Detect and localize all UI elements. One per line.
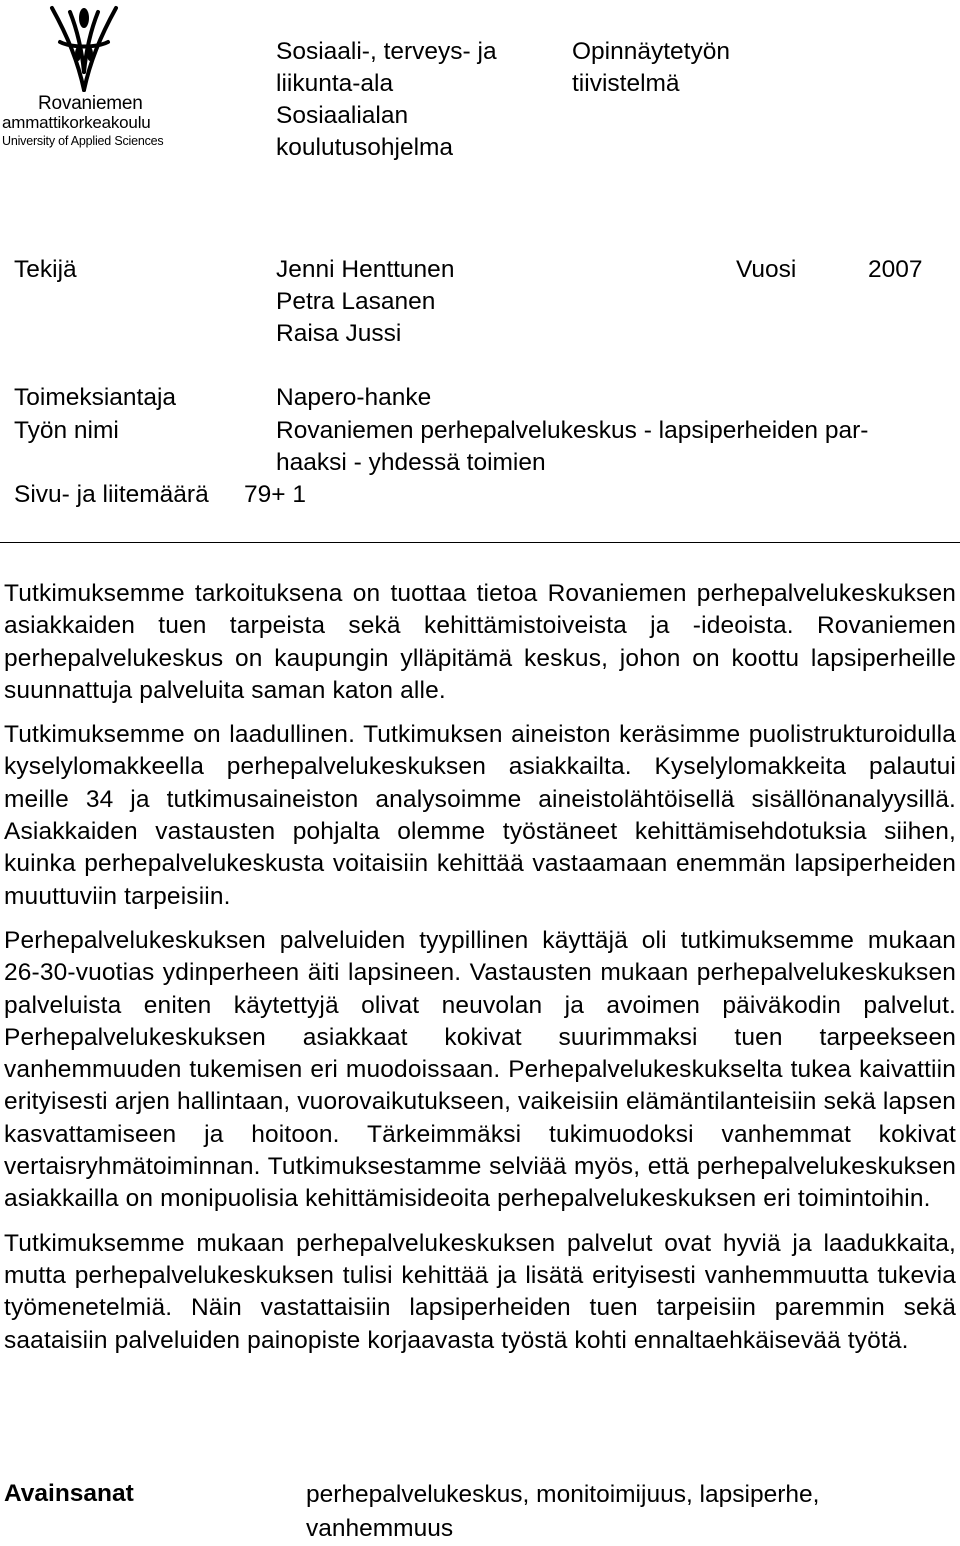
divider [0,542,960,543]
author-name: Petra Lasanen [276,288,436,315]
abstract-paragraph: Perhepalvelukeskuksen palveluiden tyypillinen käyttäjä oli tutkimuksemme mukaan 26-30-vuotias ydinperheen äiti lapsineen. Vastausten mukaan perhepalvelukeskuksen palveluista eniten käytettyjä olivat neuvolan ja avoimen päiväkodin palvelut. Perhepalvelukeskuksen asiakkaat kokivat suurimmaksi tuen tarpeekseen vanhemmuuden tukemisen eri muodoissaan. Perhepalvelukeskukselta tukea kaivattiin erityisesti arjen hallintaan, vuorovaikutukseen, vaikeisiin elämäntilanteisiin sekä lapsen kasvattamiseen ja hoitoon. Tärkeimmäksi tukimuodoksi vanhemmat kokivat vertaisryhmätoiminnan. Tutkimuksestamme selviää myös, että perhepalvelukeskuksen asiakkailla on monipuolisia kehittämisideoita perhepalvelukeskuksen eri toimintoihin. [4,926,956,1213]
abstract-paragraph: Tutkimuksemme mukaan perhepalvelukeskuksen palvelut ovat hyviä ja laadukkaita, mutta perhepalvelukeskuksen tulisi kehittää ja lisätä erityisesti vanhemmuutta tukevia työmenetelmiä. Näin vastattaisiin lapsiperheiden tuen tarpeisiin paremmin sekä saataisiin palveluiden painopiste korjaavasta työstä kohti ennaltaehkäisevää työtä. [4,1229,956,1354]
logo-name: Rovaniemen [38,93,143,114]
document-type-line: tiivistelmä [572,70,680,97]
title-label: Työn nimi [14,417,119,444]
abstract-paragraph: Tutkimuksemme on laadullinen. Tutkimuksen aineiston keräsimme puolistrukturoidulla kyselylomakkeella perhepalvelukeskuksen asiakkailta. Kyselylomakkeita palautui meille 34 ja tutkimusaineiston analysoimme aineistolähtöisellä sisällönanalyysillä. Asiakkaiden vastausten pohjalta olemme työstäneet kehittämisehdotuksia siihen, kuinka perhepalvelukeskusta voitaisiin kehittää vastaamaan enemmän lapsiperheiden muuttuviin tarpeisiin. [4,721,956,910]
commissioner-value: Napero-hanke [276,384,432,411]
department-line: koulutusohjelma [276,134,454,161]
authors [276,254,454,350]
university-logo [0,0,190,160]
author-name: Raisa Jussi [276,320,402,347]
abstract-paragraph: Tutkimuksemme tarkoituksena on tuottaa tietoa Rovaniemen perhepalvelukeskuksen asiakkaiden tuen tarpeista sekä kehittämistoiveista ja -ideoista. Rovaniemen perhepalvelukeskus on kaupungin ylläpitämä keskus, johon on koottu lapsiperheille suunnattuja palveluita saman katon alle. [4,580,956,704]
keywords-label: Avainsanat [4,1480,134,1507]
department-line: liikunta-ala [276,70,394,97]
author-label: Tekijä [14,256,77,283]
logo-name-en: University of Applied Sciences [2,134,164,148]
department-line: Sosiaali-, terveys- ja [276,38,497,65]
thesis-title-line: haaksi - yhdessä toimien [276,449,546,476]
year-label: Vuosi [736,256,797,283]
document-type [572,36,812,100]
thesis-title-line: Rovaniemen perhepalvelukeskus - lapsiperheiden par- [276,417,869,444]
document-type-line: Opinnäytetyön [572,38,730,65]
logo-emblem-icon [38,2,130,94]
pages-label: Sivu- ja liitemäärä [14,481,209,508]
thesis-title [276,415,868,479]
department-line: Sosiaalialan [276,102,409,129]
logo-name-fi: ammattikorkeakoulu [2,113,151,132]
abstract [4,578,956,1369]
author-name: Jenni Henttunen [276,256,455,283]
keywords-value: perhepalvelukeskus, monitoimijuus, lapsiperhe, vanhemmuus [306,1481,820,1542]
commissioner-label: Toimeksiantaja [14,384,177,411]
pages-value: 79+ 1 [244,481,306,508]
department [276,36,556,164]
year-value: 2007 [868,256,923,283]
